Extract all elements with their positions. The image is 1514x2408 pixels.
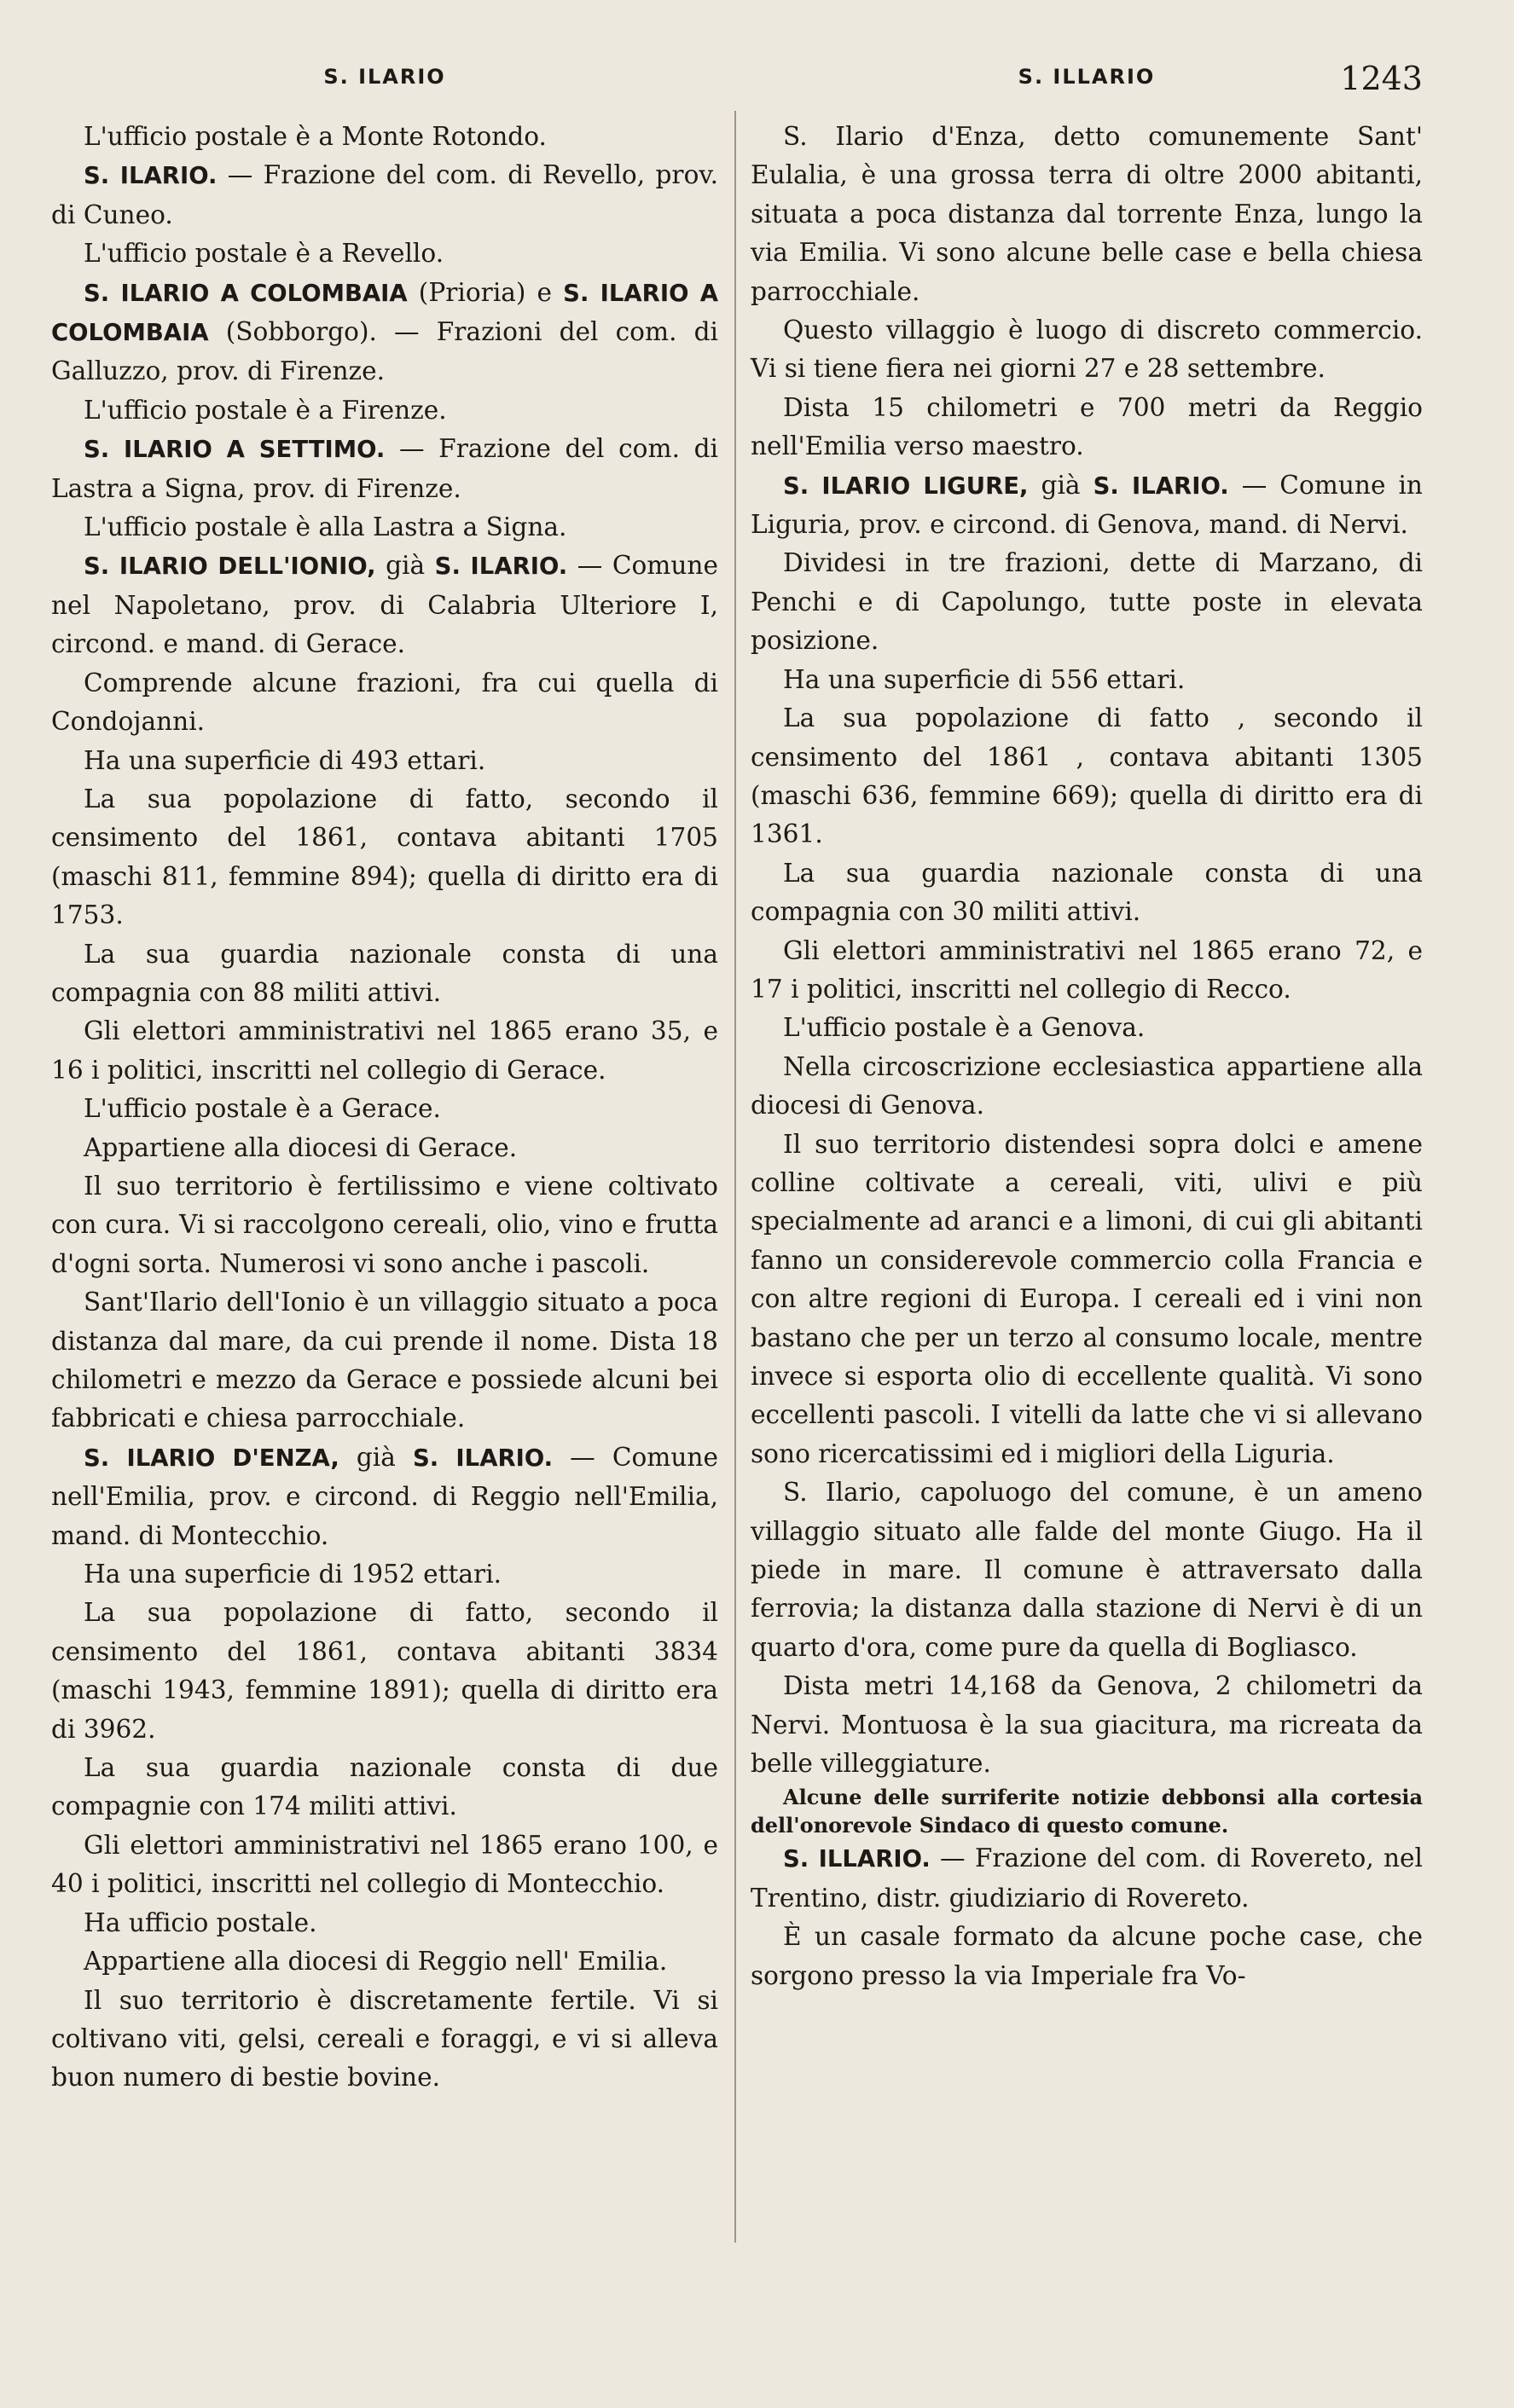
paragraph <box>51 1283 718 1438</box>
left-paragraphs <box>51 118 718 2098</box>
paragraph <box>51 1555 718 1594</box>
text-run: Il suo territorio è fertilissimo e viene coltivato con cura. Vi si raccolgono cereali, olio, vino e frutta d'ogni sorta. Numerosi vi sono anche i pascoli. <box>51 1171 718 1278</box>
header-title-right: S. ILLARIO <box>1018 65 1156 89</box>
text-run: Dista 15 chilometri e 700 metri da Reggio nell'Emilia verso maestro. <box>751 392 1423 461</box>
entry-heading: S. ILARIO. <box>1093 472 1229 500</box>
left-column <box>51 65 718 2098</box>
paragraph <box>51 118 718 156</box>
text-run: Il suo territorio distendesi sopra dolci e amene colline coltivate a cereali, viti, ulivi e più specialmente ad aranci e a limoni, di cui gli abitanti fanno un considerevole commercio colla Francia e con altre regioni di Europa. I cereali ed i vini non bastano che per un terzo al consumo locale, mentre invece si esporta olio di eccellente qualità. Vi sono eccellenti pascoli. I vitelli da latte che vi si allevano sono ricercatissimi ed i migliori della Liguria. <box>751 1129 1423 1468</box>
text-run: già <box>375 551 435 581</box>
column-divider <box>734 111 736 2243</box>
entry-heading: S. ILARIO. <box>412 1444 554 1472</box>
text-run: Ha ufficio postale. <box>84 1907 317 1937</box>
paragraph <box>51 547 718 663</box>
paragraph <box>751 118 1423 311</box>
paragraph <box>51 935 718 1013</box>
text-run: La sua popolazione di fatto, secondo il censimento del 1861, contava abitanti 3834 (maschi 1943, femmine 1891); quella di diritto era di 3962. <box>51 1598 718 1744</box>
paragraph <box>51 1942 718 1981</box>
text-run: S. Ilario d'Enza, detto comunemente Sant' Eulalia, è una grossa terra di oltre 2000 abitanti, situata a poca distanza dal torrente Enza, lungo la via Emilia. Vi sono alcune belle case e bella chiesa parrocchiale. <box>751 122 1423 306</box>
text-run: L'ufficio postale è a Firenze. <box>84 395 447 425</box>
text-run: Alcune delle surriferite notizie debbonsi alla cortesia dell'onorevole Sindaco di questo comune. <box>751 1785 1423 1838</box>
paragraph <box>51 1090 718 1128</box>
text-run: Ha una superficie di 1952 ettari. <box>84 1560 502 1589</box>
text-run: Questo villaggio è luogo di discreto commercio. Vi si tiene fiera nei giorni 27 e 28 settembre. <box>751 315 1423 384</box>
running-header-left <box>51 65 718 118</box>
paragraph <box>51 1826 718 1904</box>
paragraph <box>51 664 718 742</box>
paragraph <box>51 780 718 935</box>
paragraph <box>51 391 718 430</box>
paragraph <box>751 1009 1423 1047</box>
text-run: Dista metri 14,168 da Genova, 2 chilometri da Nervi. Montuosa è la sua giacitura, ma ricreata da belle villeggiature. <box>751 1671 1423 1779</box>
paragraph <box>51 1749 718 1826</box>
paragraph <box>51 508 718 547</box>
paragraph <box>751 544 1423 660</box>
text-run: L'ufficio postale è alla Lastra a Signa. <box>84 512 567 542</box>
entry-heading: S. ILARIO. <box>434 553 568 581</box>
paragraph <box>751 854 1423 932</box>
text-run: — Frazione del com. di Lastra a Signa, prov. di Firenze. <box>51 434 719 503</box>
paragraph <box>751 699 1423 854</box>
running-header-right <box>751 60 1423 118</box>
paragraph <box>51 234 718 273</box>
text-run: La sua popolazione di fatto , secondo il censimento del 1861 , contava abitanti 1305 (maschi 636, femmine 669); quella di diritto era di 1361. <box>751 703 1423 849</box>
entry-heading: S. ILARIO A SETTIMO. <box>84 436 386 464</box>
text-run: — Frazione del com. di Revello, prov. di Cuneo. <box>51 160 718 229</box>
paragraph <box>751 466 1423 545</box>
text-run: — Frazione del com. di Rovereto, nel Trentino, distr. giudiziario di Rovereto. <box>751 1844 1423 1913</box>
entry-heading: S. ILARIO LIGURE, <box>783 472 1029 500</box>
text-run: già <box>1028 470 1093 500</box>
paragraph <box>51 430 718 508</box>
text-run: Dividesi in tre frazioni, dette di Marzano, di Penchi e di Capolungo, tutte poste in elevata posizione. <box>751 548 1423 656</box>
text-run: — Comune nel Napoletano, prov. di Calabria Ulteriore I, circond. e mand. di Gerace. <box>51 551 718 659</box>
right-paragraphs <box>751 118 1423 1995</box>
paragraph <box>51 1129 718 1167</box>
entry-heading: S. ILARIO. <box>84 162 218 190</box>
text-run: Il suo territorio è discretamente fertile. Vi si coltivano viti, gelsi, cereali e foraggi, e vi si alleva buon numero di bestie bovine. <box>51 1985 718 2093</box>
text-run: — Comune in Liguria, prov. e circond. di Genova, mand. di Nervi. <box>751 470 1423 540</box>
paragraph <box>751 1048 1423 1126</box>
entry-heading: S. ILARIO A COLOMBAIA <box>84 279 408 307</box>
text-run: L'ufficio postale è a Monte Rotondo. <box>84 122 547 151</box>
paragraph <box>751 1918 1423 1995</box>
paragraph <box>751 311 1423 389</box>
paragraph <box>51 1594 718 1749</box>
text-run: La sua guardia nazionale consta di una compagnia con 30 militi attivi. <box>751 858 1423 927</box>
entry-heading: S. ILARIO DELL'IONIO, <box>84 553 376 581</box>
text-run: L'ufficio postale è a Revello. <box>84 239 444 269</box>
text-run: (Prioria) e <box>407 277 564 307</box>
text-run: Gli elettori amministrativi nel 1865 erano 100, e 40 i politici, inscritti nel collegio di Montecchio. <box>51 1830 718 1899</box>
paragraph <box>51 1012 718 1090</box>
paragraph <box>751 1473 1423 1667</box>
text-run: Comprende alcune frazioni, fra cui quella di Condojanni. <box>51 668 718 737</box>
entry-heading: S. ILARIO D'ENZA, <box>84 1444 339 1472</box>
text-run: già <box>339 1442 413 1472</box>
paragraph <box>51 274 718 391</box>
paragraph <box>751 932 1423 1010</box>
paragraph <box>751 1839 1423 1918</box>
text-run: Gli elettori amministrativi nel 1865 erano 72, e 17 i politici, inscritti nel collegio di Recco. <box>751 935 1423 1004</box>
entry-heading: S. ILLARIO. <box>783 1845 931 1873</box>
text-run: Ha una superficie di 556 ettari. <box>783 664 1186 694</box>
paragraph <box>751 1667 1423 1783</box>
text-run: Appartiene alla diocesi di Gerace. <box>84 1132 518 1162</box>
text-run: Appartiene alla diocesi di Reggio nell' Emilia. <box>84 1947 668 1977</box>
text-run: Ha una superficie di 493 ettari. <box>84 745 486 775</box>
text-run: (Sobborgo). — Frazioni del com. di Galluzzo, prov. di Firenze. <box>51 317 718 386</box>
paragraph <box>751 1126 1423 1474</box>
text-run: S. Ilario, capoluogo del comune, è un ameno villaggio situato alle falde del monte Giugo. Ha il piede in mare. Il comune è attraversato dalla ferrovia; la distanza dalla stazione di Nervi è di un quarto d'ora, come pure da quella di Bogliasco. <box>751 1478 1423 1662</box>
text-run: Sant'Ilario dell'Ionio è un villaggio situato a poca distanza dal mare, da cui prende il nome. Dista 18 chilometri e mezzo da Gerace e possiede alcuni bei fabbricati e chiesa parrocchiale. <box>51 1288 718 1433</box>
text-run: L'ufficio postale è a Gerace. <box>84 1094 441 1124</box>
right-column <box>751 60 1423 1995</box>
text-run: La sua guardia nazionale consta di una compagnia con 88 militi attivi. <box>51 939 718 1007</box>
text-run: — Comune nell'Emilia, prov. e circond. di Reggio nell'Emilia, mand. di Montecchio. <box>51 1442 718 1550</box>
paragraph <box>51 742 718 780</box>
paragraph <box>51 1438 718 1555</box>
text-run: La sua guardia nazionale consta di due compagnie con 174 militi attivi. <box>51 1753 718 1821</box>
text-run: La sua popolazione di fatto, secondo il censimento del 1861, contava abitanti 1705 (maschi 811, femmine 894); quella di diritto era di 1753. <box>51 784 718 930</box>
text-run: È un casale formato da alcune poche case, che sorgono presso la via Imperiale fra Vo- <box>751 1922 1423 1990</box>
paragraph <box>51 156 718 234</box>
text-run: Nella circoscrizione ecclesiastica appartiene alla diocesi di Genova. <box>751 1051 1423 1120</box>
paragraph <box>751 389 1423 466</box>
paragraph <box>51 1982 718 2098</box>
header-title-left: S. ILARIO <box>323 65 446 89</box>
page-number: 1243 <box>1340 60 1423 97</box>
paragraph <box>51 1904 718 1942</box>
paragraph <box>751 1783 1423 1839</box>
text-run: L'ufficio postale è a Genova. <box>783 1013 1146 1043</box>
paragraph <box>751 661 1423 699</box>
text-run: Gli elettori amministrativi nel 1865 erano 35, e 16 i politici, inscritti nel collegio di Gerace. <box>51 1016 718 1085</box>
paragraph <box>51 1167 718 1283</box>
entry-heading: S. ILARIO A COLOMBAIA <box>51 279 718 347</box>
